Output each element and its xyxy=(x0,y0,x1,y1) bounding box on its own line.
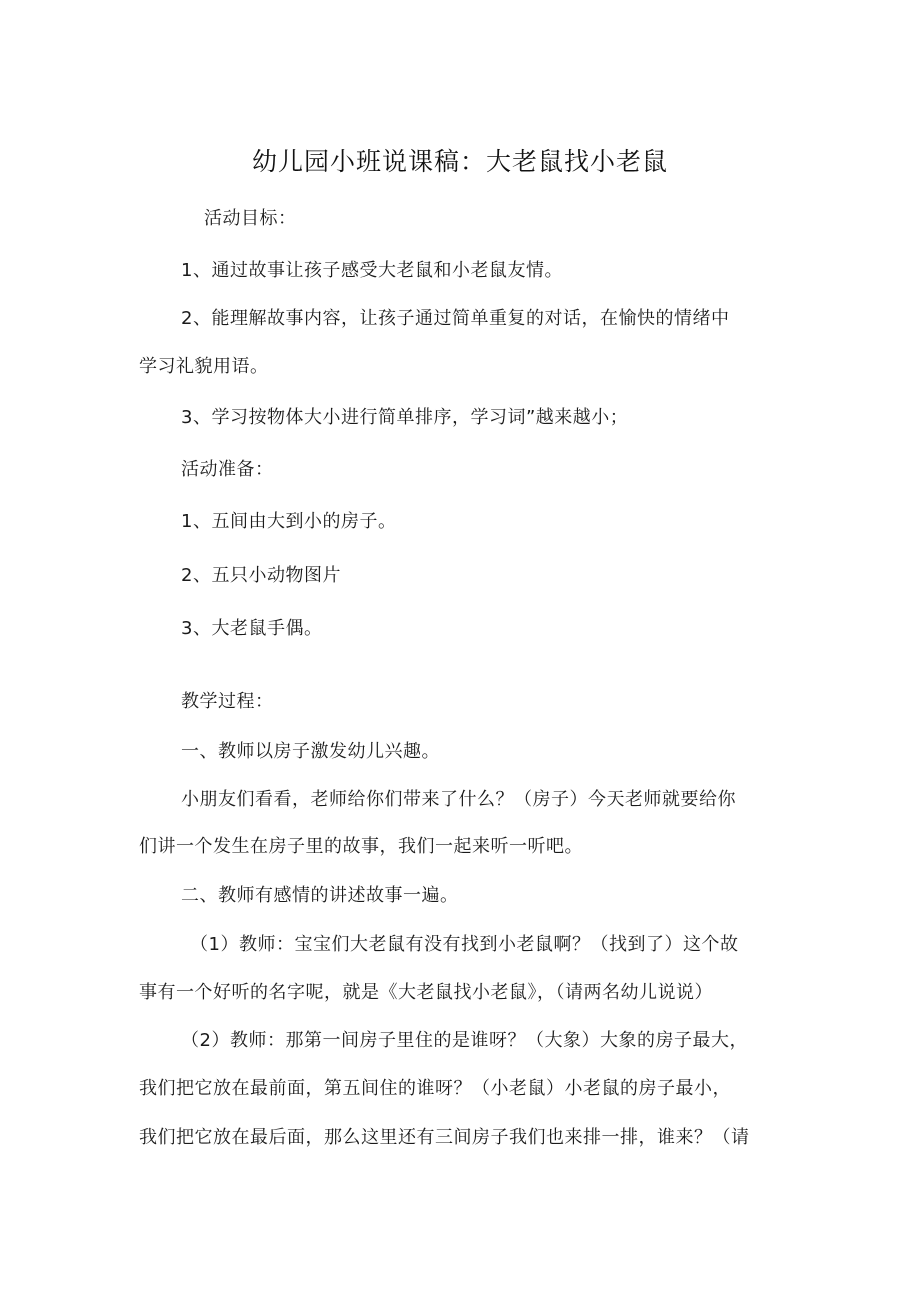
goal-item-1: 1、通过故事让孩子感受大老鼠和小老鼠友情。 xyxy=(181,260,563,281)
preparation-item-3: 3、大老鼠手偶。 xyxy=(181,618,323,639)
page-title: 幼儿园小班说课稿：大老鼠找小老鼠 xyxy=(251,147,668,176)
paragraph-line: （2）教师：那第一间房子里住的是谁呀？（大象）大象的房子最大， xyxy=(181,1030,748,1051)
preparation-item-1: 1、五间由大到小的房子。 xyxy=(181,511,397,532)
paragraph-line: 我们把它放在最前面，第五间住的谁呀？（小老鼠）小老鼠的房子最小， xyxy=(139,1078,731,1099)
goal-item-2-continued: 学习礼貌用语。 xyxy=(139,356,269,377)
paragraph-line: （1）教师：宝宝们大老鼠有没有找到小老鼠啊？（找到了）这个故 xyxy=(190,934,739,955)
goal-item-3: 3、学习按物体大小进行简单排序，学习词”越来越小； xyxy=(181,407,629,428)
section-heading-preparation: 活动准备： xyxy=(181,459,274,480)
goal-item-2: 2、能理解故事内容，让孩子通过简单重复的对话，在愉快的情绪中 xyxy=(181,308,730,329)
preparation-item-2: 2、五只小动物图片 xyxy=(181,565,341,586)
paragraph-line: 我们把它放在最后面，那么这里还有三间房子我们也来排一排，谁来？（请 xyxy=(139,1127,750,1148)
paragraph-line: 小朋友们看看，老师给你们带来了什么？（房子）今天老师就要给你 xyxy=(181,789,736,810)
paragraph-line: 们讲一个发生在房子里的故事，我们一起来听一听吧。 xyxy=(139,836,583,857)
process-step-1-heading: 一、教师以房子激发幼儿兴趣。 xyxy=(181,741,440,762)
section-heading-goals: 活动目标： xyxy=(204,208,297,229)
process-step-2-heading: 二、教师有感情的讲述故事一遍。 xyxy=(181,885,459,906)
paragraph-line: 事有一个好听的名字呢，就是《大老鼠找小老鼠》，（请两名幼儿说说） xyxy=(139,982,713,1003)
section-heading-process: 教学过程： xyxy=(181,691,274,712)
